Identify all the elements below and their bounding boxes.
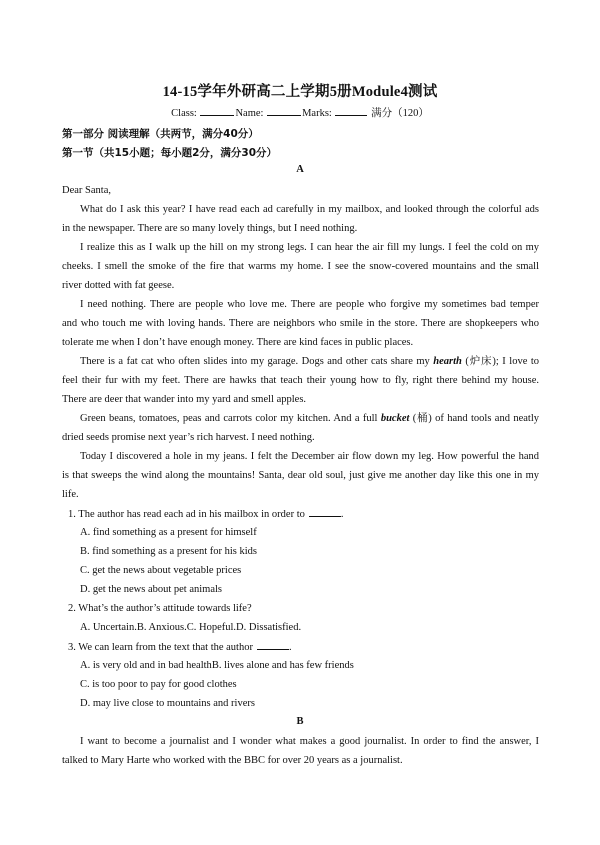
bucket-post: of hand tools and neatly [431,413,539,424]
passage-b-line: talked to Mary Harte who worked with the BBC for over 20 years as a journalist. [62,755,403,766]
question-1: 1. The author has read each ad in his mailbox in order to . [68,509,344,520]
full-marks: 满分（120） [371,108,429,119]
passage-a-line: cheeks. I smell the smoke of the fire that warms my home. I see the snow-covered mountains and the small [62,261,539,272]
answer-blank [257,640,289,650]
bucket-pre: Green beans, tomatoes, peas and carrots color my kitchen. And a full [80,413,381,424]
passage-a-line: I need nothing. There are people who love me. There are people who forgive my sometimes bad temper [80,299,539,310]
hearth-post: ; I love to [495,356,539,367]
passage-a-line: tolerate me when I don’t have enough money. There are kind faces in public places. [62,337,414,348]
passage-a-line: and who touch me with loving hands. There are neighbors who smile in the store. There are shopkeepers who [62,318,539,329]
bucket-word: bucket [380,413,410,424]
option: A. Uncertain. [80,622,137,633]
passage-a-line: There are deer that wander into my yard and smell apples. [62,394,307,405]
student-info-line [0,105,600,120]
option: A. is very old and in bad health [80,660,212,671]
option: D. get the news about pet animals [80,584,223,595]
passage-b-letter: B [296,716,304,727]
option: D. may live close to mountains and rivers [80,698,255,709]
passage-a-line: Today I discovered a hole in my jeans. I felt the December air flow down my leg. How powerful the hand [80,451,539,462]
name-label: Name: [235,108,264,119]
bucket-line [80,412,539,425]
option: B. Anxious. [136,622,187,633]
question-stem: 1. The author has read each ad in his mailbox in order to [68,509,305,520]
option: C. get the news about vegetable prices [80,565,242,576]
bucket-gloss: (桶) [409,413,432,424]
hearth-pre: There is a fat cat who often slides into my garage. Dogs and other cats share my [80,356,434,367]
hearth-gloss: (炉床) [461,356,496,367]
passage-a-line: in the newspaper. There are so many lovely things, but I need nothing. [62,223,358,234]
option: B. lives alone and has few friends [211,660,354,671]
class-blank [200,106,234,116]
part1-heading: 第一部分 阅读理解（共两节，满分40分） [62,128,259,140]
passage-a-letter: A [296,164,304,175]
question-2: 2. What’s the author’s attitude towards life? [68,603,252,614]
question-stem: 3. We can learn from the text that the author [68,642,253,653]
option: B. find something as a present for his kids [80,546,258,557]
passage-a-line: I realize this as I walk up the hill on my strong legs. I can hear the air fill my lungs. I feel the cold on my [80,242,539,253]
option: C. Hopeful. [186,622,237,633]
passage-b-line: I want to become a journalist and I wonder what makes a good journalist. In order to find the answer, I [80,736,539,747]
marks-blank [335,106,367,116]
passage-a-line: is that sweeps the wind along the mountains! Santa, dear old soul, just give me another day like this one in my [62,470,539,481]
hearth-word: hearth [433,356,462,367]
passage-a-line: feel their fur with my feet. There are hawks that teach their young how to fly, right there behind my house. [62,375,539,386]
option-row [80,621,557,634]
option: D. Dissatisfied. [236,622,302,633]
passage-a-line: life. [62,489,79,500]
passage-a-line: dried seeds promise next year’s rich harvest. I need nothing. [62,432,315,443]
passage-a-line: What do I ask this year? I have read each ad carefully in my mailbox, and looked through the colorful ads [80,204,539,215]
marks-label: Marks: [302,108,332,119]
question-3: 3. We can learn from the text that the author . [68,642,292,653]
answer-blank [309,507,341,517]
option-row [80,659,557,672]
option: C. is too poor to pay for good clothes [80,679,237,690]
hearth-line [80,355,539,368]
section1-heading: 第一节（共15小题；每小题2分，满分30分） [62,147,278,159]
option: A. find something as a present for himself [80,527,257,538]
class-label: Class: [171,108,197,119]
name-blank [267,106,301,116]
passage-a-line: river dotted with fat geese. [62,280,175,291]
page-title: 14-15学年外研高二上学期5册Module4测试 [162,84,438,100]
letter-greeting: Dear Santa, [62,185,111,196]
